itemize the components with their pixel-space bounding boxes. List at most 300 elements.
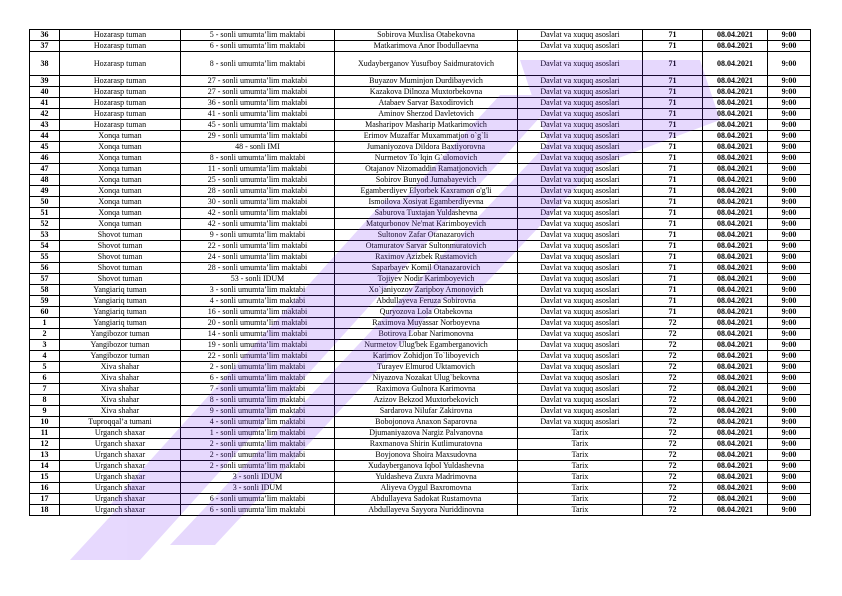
- row-number: 46: [30, 153, 60, 164]
- teacher-name-cell: Matkarimova Anor Ibodullaevna: [335, 41, 518, 52]
- time-cell: 9:00: [768, 87, 811, 98]
- district-cell: Shovot tuman: [60, 241, 181, 252]
- teacher-name-cell: Kazakova Dilnoza Muxtorbekovna: [335, 87, 518, 98]
- table-row: [30, 351, 811, 362]
- row-number: 48: [30, 175, 60, 186]
- school-cell: 6 - sonli umumta’lim maktabi: [181, 494, 335, 505]
- date-cell: 08.04.2021: [703, 164, 768, 175]
- subject-cell: Davlat va xuquq asoslari: [518, 219, 643, 230]
- score-cell: 71: [643, 307, 703, 318]
- subject-cell: Tarix: [518, 450, 643, 461]
- score-cell: 72: [643, 373, 703, 384]
- row-number: 8: [30, 395, 60, 406]
- district-cell: Hozarasp tuman: [60, 109, 181, 120]
- row-number: 3: [30, 340, 60, 351]
- time-cell: 9:00: [768, 461, 811, 472]
- school-cell: 5 - sonli umumta’lim maktabi: [181, 30, 335, 41]
- time-cell: 9:00: [768, 131, 811, 142]
- teacher-name-cell: Sobirov Bunyod Jumabayevich: [335, 175, 518, 186]
- subject-cell: Davlat va xuquq asoslari: [518, 241, 643, 252]
- row-number: 7: [30, 384, 60, 395]
- table-row: [30, 373, 811, 384]
- teacher-name-cell: Nurmetov Ulug'bek Egamberganovich: [335, 340, 518, 351]
- time-cell: 9:00: [768, 241, 811, 252]
- time-cell: 9:00: [768, 362, 811, 373]
- table-row: [30, 472, 811, 483]
- time-cell: 9:00: [768, 296, 811, 307]
- district-cell: Xonqa tuman: [60, 219, 181, 230]
- table-row: [30, 208, 811, 219]
- row-number: 44: [30, 131, 60, 142]
- teacher-name-cell: Turayev Elmurod Uktamovich: [335, 362, 518, 373]
- table-row: [30, 340, 811, 351]
- school-cell: 19 - sonli umumta’lim maktabi: [181, 340, 335, 351]
- district-cell: Hozarasp tuman: [60, 41, 181, 52]
- subject-cell: Davlat va xuquq asoslari: [518, 131, 643, 142]
- school-cell: 8 - sonli umumta’lim maktabi: [181, 52, 335, 76]
- time-cell: 9:00: [768, 505, 811, 516]
- subject-cell: Davlat va xuquq asoslari: [518, 186, 643, 197]
- table-row: [30, 252, 811, 263]
- teacher-name-cell: Djumaniyazova Nargiz Palvanovna: [335, 428, 518, 439]
- district-cell: Xiva shahar: [60, 373, 181, 384]
- table-row: [30, 153, 811, 164]
- date-cell: 08.04.2021: [703, 472, 768, 483]
- time-cell: 9:00: [768, 483, 811, 494]
- school-cell: 16 - sonli umumta’lim maktabi: [181, 307, 335, 318]
- date-cell: 08.04.2021: [703, 329, 768, 340]
- school-cell: 2 - sonli umumta’lim maktabi: [181, 450, 335, 461]
- table-row: [30, 384, 811, 395]
- school-cell: 22 - sonli umumta’lim maktabi: [181, 241, 335, 252]
- table-row: [30, 41, 811, 52]
- teacher-name-cell: Otamuratov Sarvar Sultonmuratovich: [335, 241, 518, 252]
- subject-cell: Davlat va xuquq asoslari: [518, 307, 643, 318]
- table-row: [30, 241, 811, 252]
- district-cell: Xonqa tuman: [60, 175, 181, 186]
- table-row: [30, 98, 811, 109]
- subject-cell: Davlat va xuquq asoslari: [518, 30, 643, 41]
- score-cell: 72: [643, 384, 703, 395]
- table-row: [30, 505, 811, 516]
- date-cell: 08.04.2021: [703, 351, 768, 362]
- teacher-name-cell: Masharipov Masharip Matkarimovich: [335, 120, 518, 131]
- school-cell: 4 - sonli umumta’lim maktabi: [181, 417, 335, 428]
- teacher-name-cell: Yuldasheva Zuxra Madrimovna: [335, 472, 518, 483]
- score-cell: 71: [643, 241, 703, 252]
- date-cell: 08.04.2021: [703, 142, 768, 153]
- time-cell: 9:00: [768, 30, 811, 41]
- district-cell: Hozarasp tuman: [60, 52, 181, 76]
- score-cell: 72: [643, 329, 703, 340]
- row-number: 16: [30, 483, 60, 494]
- score-cell: 71: [643, 219, 703, 230]
- teacher-name-cell: Abdullayeva Sadokat Rustamovna: [335, 494, 518, 505]
- teacher-name-cell: Abdullayeva Sayyora Nuriddinovna: [335, 505, 518, 516]
- row-number: 14: [30, 461, 60, 472]
- school-cell: 6 - sonli umumta’lim maktabi: [181, 505, 335, 516]
- time-cell: 9:00: [768, 329, 811, 340]
- score-cell: 71: [643, 285, 703, 296]
- subject-cell: Davlat va xuquq asoslari: [518, 329, 643, 340]
- date-cell: 08.04.2021: [703, 450, 768, 461]
- teacher-name-cell: Quryozova Lola Otabekovna: [335, 307, 518, 318]
- date-cell: 08.04.2021: [703, 219, 768, 230]
- row-number: 54: [30, 241, 60, 252]
- teacher-name-cell: Aminov Sherzod Davletovich: [335, 109, 518, 120]
- table-row: [30, 109, 811, 120]
- score-cell: 71: [643, 131, 703, 142]
- school-cell: 27 - sonli umumta’lim maktabi: [181, 76, 335, 87]
- school-cell: 3 - sonli IDUM: [181, 472, 335, 483]
- time-cell: 9:00: [768, 219, 811, 230]
- date-cell: 08.04.2021: [703, 76, 768, 87]
- subject-cell: Davlat va xuquq asoslari: [518, 52, 643, 76]
- score-cell: 71: [643, 87, 703, 98]
- time-cell: 9:00: [768, 263, 811, 274]
- school-cell: 8 - sonli umumta’lim maktabi: [181, 395, 335, 406]
- subject-cell: Davlat va xuquq asoslari: [518, 263, 643, 274]
- school-cell: 9 - sonli umumta’lim maktabi: [181, 406, 335, 417]
- date-cell: 08.04.2021: [703, 52, 768, 76]
- subject-cell: Davlat va xuquq asoslari: [518, 417, 643, 428]
- district-cell: Xiva shahar: [60, 406, 181, 417]
- school-cell: 28 - sonli umumta’lim maktabi: [181, 186, 335, 197]
- time-cell: 9:00: [768, 428, 811, 439]
- row-number: 2: [30, 329, 60, 340]
- subject-cell: Davlat va xuquq asoslari: [518, 98, 643, 109]
- subject-cell: Davlat va xuquq asoslari: [518, 362, 643, 373]
- date-cell: 08.04.2021: [703, 230, 768, 241]
- time-cell: 9:00: [768, 120, 811, 131]
- district-cell: Hozarasp tuman: [60, 87, 181, 98]
- subject-cell: Davlat va xuquq asoslari: [518, 153, 643, 164]
- teacher-name-cell: Erimov Muzaffar Muxammatjon o`g`li: [335, 131, 518, 142]
- subject-cell: Tarix: [518, 461, 643, 472]
- school-cell: 30 - sonli umumta’lim maktabi: [181, 197, 335, 208]
- subject-cell: Davlat va xuquq asoslari: [518, 109, 643, 120]
- date-cell: 08.04.2021: [703, 252, 768, 263]
- district-cell: Xiva shahar: [60, 384, 181, 395]
- district-cell: Yangibozor tuman: [60, 351, 181, 362]
- school-cell: 53 - sonli IDUM: [181, 274, 335, 285]
- date-cell: 08.04.2021: [703, 274, 768, 285]
- table-row: [30, 439, 811, 450]
- row-number: 12: [30, 439, 60, 450]
- table-row: [30, 164, 811, 175]
- time-cell: 9:00: [768, 395, 811, 406]
- time-cell: 9:00: [768, 76, 811, 87]
- date-cell: 08.04.2021: [703, 98, 768, 109]
- teacher-name-cell: Raxmanova Shirin Kutlimuratovna: [335, 439, 518, 450]
- score-cell: 71: [643, 208, 703, 219]
- time-cell: 9:00: [768, 406, 811, 417]
- row-number: 9: [30, 406, 60, 417]
- school-cell: 9 - sonli umumta’lim maktabi: [181, 230, 335, 241]
- teacher-name-cell: Abdullayeva Feruza Sobirovna: [335, 296, 518, 307]
- district-cell: Yangiariq tuman: [60, 318, 181, 329]
- date-cell: 08.04.2021: [703, 109, 768, 120]
- teacher-name-cell: Raximov Azizbek Rustamovich: [335, 252, 518, 263]
- school-cell: 29 - sonli umumta’lim maktabi: [181, 131, 335, 142]
- score-cell: 71: [643, 197, 703, 208]
- score-cell: 71: [643, 109, 703, 120]
- district-cell: Xonqa tuman: [60, 208, 181, 219]
- school-cell: 22 - sonli umumta’lim maktabi: [181, 351, 335, 362]
- subject-cell: Davlat va xuquq asoslari: [518, 175, 643, 186]
- teacher-name-cell: Xo`janiyozov Zaripboy Amonovich: [335, 285, 518, 296]
- district-cell: Hozarasp tuman: [60, 30, 181, 41]
- teacher-name-cell: Aliyeva Oygul Baxromovna: [335, 483, 518, 494]
- score-cell: 71: [643, 186, 703, 197]
- table-row: [30, 131, 811, 142]
- time-cell: 9:00: [768, 373, 811, 384]
- table-row: [30, 417, 811, 428]
- time-cell: 9:00: [768, 208, 811, 219]
- date-cell: 08.04.2021: [703, 494, 768, 505]
- school-cell: 45 - sonli umumta’lim maktabi: [181, 120, 335, 131]
- school-cell: 7 - sonli umumta’lim maktabi: [181, 384, 335, 395]
- date-cell: 08.04.2021: [703, 417, 768, 428]
- time-cell: 9:00: [768, 439, 811, 450]
- subject-cell: Davlat va xuquq asoslari: [518, 274, 643, 285]
- school-cell: 3 - sonli umumta’lim maktabi: [181, 285, 335, 296]
- date-cell: 08.04.2021: [703, 362, 768, 373]
- score-cell: 72: [643, 461, 703, 472]
- row-number: 10: [30, 417, 60, 428]
- score-cell: 71: [643, 98, 703, 109]
- school-cell: 28 - sonli umumta’lim maktabi: [181, 263, 335, 274]
- table-row: [30, 318, 811, 329]
- table-row: [30, 395, 811, 406]
- table-row: [30, 428, 811, 439]
- district-cell: Xonqa tuman: [60, 197, 181, 208]
- teacher-name-cell: Saparbayev Komil Otanazarovich: [335, 263, 518, 274]
- subject-cell: Tarix: [518, 472, 643, 483]
- date-cell: 08.04.2021: [703, 483, 768, 494]
- teacher-name-cell: Egamberdiyev Elyorbek Kaxramon o'g'li: [335, 186, 518, 197]
- score-cell: 71: [643, 76, 703, 87]
- school-cell: 20 - sonli umumta’lim maktabi: [181, 318, 335, 329]
- row-number: 58: [30, 285, 60, 296]
- time-cell: 9:00: [768, 351, 811, 362]
- district-cell: Shovot tuman: [60, 252, 181, 263]
- district-cell: Tuproqqal’a tumani: [60, 417, 181, 428]
- school-cell: 42 - sonli umumta’lim maktabi: [181, 219, 335, 230]
- district-cell: Yangiariq tuman: [60, 307, 181, 318]
- subject-cell: Tarix: [518, 428, 643, 439]
- score-cell: 72: [643, 318, 703, 329]
- teacher-name-cell: Boyjonova Shoira Maxsudovna: [335, 450, 518, 461]
- row-number: 17: [30, 494, 60, 505]
- time-cell: 9:00: [768, 175, 811, 186]
- teacher-name-cell: Xudayberganova Iqbol Yuldashevna: [335, 461, 518, 472]
- school-cell: 2 - sonli umumta’lim maktabi: [181, 439, 335, 450]
- teacher-name-cell: Raximova Gulnora Karimovna: [335, 384, 518, 395]
- table-body: [30, 30, 811, 516]
- teacher-name-cell: Nurmetov To`lqin G`ulomovich: [335, 153, 518, 164]
- table-row: [30, 186, 811, 197]
- district-cell: Xonqa tuman: [60, 186, 181, 197]
- score-cell: 71: [643, 296, 703, 307]
- row-number: 15: [30, 472, 60, 483]
- subject-cell: Davlat va xuquq asoslari: [518, 351, 643, 362]
- date-cell: 08.04.2021: [703, 175, 768, 186]
- district-cell: Yangibozor tuman: [60, 340, 181, 351]
- score-cell: 71: [643, 175, 703, 186]
- table-row: [30, 285, 811, 296]
- time-cell: 9:00: [768, 384, 811, 395]
- district-cell: Urganch shaxar: [60, 494, 181, 505]
- teacher-name-cell: Saburova Tuxtajan Yuldashevna: [335, 208, 518, 219]
- teacher-name-cell: Jumaniyozova Dildora Baxtiyorovna: [335, 142, 518, 153]
- row-number: 50: [30, 197, 60, 208]
- teacher-name-cell: Sardarova Nilufar Zakirovna: [335, 406, 518, 417]
- subject-cell: Davlat va xuquq asoslari: [518, 285, 643, 296]
- score-cell: 71: [643, 153, 703, 164]
- district-cell: Shovot tuman: [60, 263, 181, 274]
- date-cell: 08.04.2021: [703, 461, 768, 472]
- district-cell: Urganch shaxar: [60, 439, 181, 450]
- score-cell: 72: [643, 494, 703, 505]
- row-number: 40: [30, 87, 60, 98]
- score-cell: 71: [643, 274, 703, 285]
- date-cell: 08.04.2021: [703, 285, 768, 296]
- teacher-name-cell: Niyazova Nozakat Ulug`bekovna: [335, 373, 518, 384]
- date-cell: 08.04.2021: [703, 30, 768, 41]
- school-cell: 25 - sonli umumta’lim maktabi: [181, 175, 335, 186]
- score-cell: 72: [643, 505, 703, 516]
- school-cell: 2 - sonli umumta’lim maktabi: [181, 362, 335, 373]
- teacher-roster-table: [29, 29, 811, 516]
- district-cell: Urganch shaxar: [60, 505, 181, 516]
- row-number: 56: [30, 263, 60, 274]
- time-cell: 9:00: [768, 186, 811, 197]
- subject-cell: Davlat va xuquq asoslari: [518, 340, 643, 351]
- row-number: 53: [30, 230, 60, 241]
- date-cell: 08.04.2021: [703, 406, 768, 417]
- row-number: 45: [30, 142, 60, 153]
- teacher-name-cell: Azizov Bekzod Muxtorbekovich: [335, 395, 518, 406]
- date-cell: 08.04.2021: [703, 373, 768, 384]
- time-cell: 9:00: [768, 307, 811, 318]
- district-cell: Shovot tuman: [60, 230, 181, 241]
- teacher-name-cell: Sobirova Muxlisa Otabekovna: [335, 30, 518, 41]
- score-cell: 71: [643, 164, 703, 175]
- row-number: 49: [30, 186, 60, 197]
- teacher-name-cell: Buyazov Muminjon Durdibayevich: [335, 76, 518, 87]
- subject-cell: Davlat va xuquq asoslari: [518, 87, 643, 98]
- subject-cell: Davlat va xuquq asoslari: [518, 384, 643, 395]
- table-row: [30, 30, 811, 41]
- time-cell: 9:00: [768, 98, 811, 109]
- score-cell: 72: [643, 472, 703, 483]
- school-cell: 6 - sonli umumta’lim maktabi: [181, 41, 335, 52]
- row-number: 57: [30, 274, 60, 285]
- row-number: 55: [30, 252, 60, 263]
- score-cell: 71: [643, 41, 703, 52]
- score-cell: 72: [643, 406, 703, 417]
- subject-cell: Davlat va xuquq asoslari: [518, 296, 643, 307]
- school-cell: 14 - sonli umumta’lim maktabi: [181, 329, 335, 340]
- time-cell: 9:00: [768, 230, 811, 241]
- teacher-name-cell: Botirova Lobar Narimonovna: [335, 329, 518, 340]
- teacher-name-cell: Tojiyev Nodir Karimboyevich: [335, 274, 518, 285]
- score-cell: 72: [643, 362, 703, 373]
- table-row: [30, 76, 811, 87]
- time-cell: 9:00: [768, 285, 811, 296]
- score-cell: 72: [643, 428, 703, 439]
- school-cell: 48 - sonli IMI: [181, 142, 335, 153]
- row-number: 47: [30, 164, 60, 175]
- row-number: 59: [30, 296, 60, 307]
- table-row: [30, 307, 811, 318]
- row-number: 52: [30, 219, 60, 230]
- school-cell: 24 - sonli umumta’lim maktabi: [181, 252, 335, 263]
- subject-cell: Davlat va xuquq asoslari: [518, 395, 643, 406]
- subject-cell: Tarix: [518, 439, 643, 450]
- school-cell: 8 - sonli umumta’lim maktabi: [181, 153, 335, 164]
- subject-cell: Davlat va xuquq asoslari: [518, 373, 643, 384]
- table-row: [30, 274, 811, 285]
- table-row: [30, 362, 811, 373]
- teacher-name-cell: Karimov Zohidjon To`liboyevich: [335, 351, 518, 362]
- school-cell: 42 - sonli umumta’lim maktabi: [181, 208, 335, 219]
- subject-cell: Davlat va xuquq asoslari: [518, 252, 643, 263]
- time-cell: 9:00: [768, 318, 811, 329]
- district-cell: Yangiariq tuman: [60, 285, 181, 296]
- district-cell: Urganch shaxar: [60, 428, 181, 439]
- date-cell: 08.04.2021: [703, 340, 768, 351]
- row-number: 36: [30, 30, 60, 41]
- time-cell: 9:00: [768, 417, 811, 428]
- row-number: 18: [30, 505, 60, 516]
- subject-cell: Davlat va xuquq asoslari: [518, 230, 643, 241]
- row-number: 11: [30, 428, 60, 439]
- table-row: [30, 230, 811, 241]
- school-cell: 4 - sonli umumta’lim maktabi: [181, 296, 335, 307]
- subject-cell: Tarix: [518, 483, 643, 494]
- district-cell: Urganch shaxar: [60, 450, 181, 461]
- school-cell: 27 - sonli umumta’lim maktabi: [181, 87, 335, 98]
- date-cell: 08.04.2021: [703, 131, 768, 142]
- table-row: [30, 263, 811, 274]
- time-cell: 9:00: [768, 472, 811, 483]
- row-number: 1: [30, 318, 60, 329]
- date-cell: 08.04.2021: [703, 318, 768, 329]
- district-cell: Urganch shaxar: [60, 461, 181, 472]
- date-cell: 08.04.2021: [703, 197, 768, 208]
- date-cell: 08.04.2021: [703, 384, 768, 395]
- school-cell: 1 - sonli umumta’lim maktabi: [181, 428, 335, 439]
- district-cell: Yangiariq tuman: [60, 296, 181, 307]
- table-row: [30, 142, 811, 153]
- row-number: 43: [30, 120, 60, 131]
- date-cell: 08.04.2021: [703, 505, 768, 516]
- time-cell: 9:00: [768, 164, 811, 175]
- score-cell: 72: [643, 340, 703, 351]
- district-cell: Yangibozor tuman: [60, 329, 181, 340]
- date-cell: 08.04.2021: [703, 41, 768, 52]
- date-cell: 08.04.2021: [703, 395, 768, 406]
- district-cell: Xonqa tuman: [60, 153, 181, 164]
- teacher-name-cell: Otajanov Nizomaddin Ramatjonovich: [335, 164, 518, 175]
- teacher-name-cell: Ismoilova Xosiyat Egamberdiyevna: [335, 197, 518, 208]
- table-row: [30, 296, 811, 307]
- score-cell: 71: [643, 263, 703, 274]
- row-number: 60: [30, 307, 60, 318]
- row-number: 51: [30, 208, 60, 219]
